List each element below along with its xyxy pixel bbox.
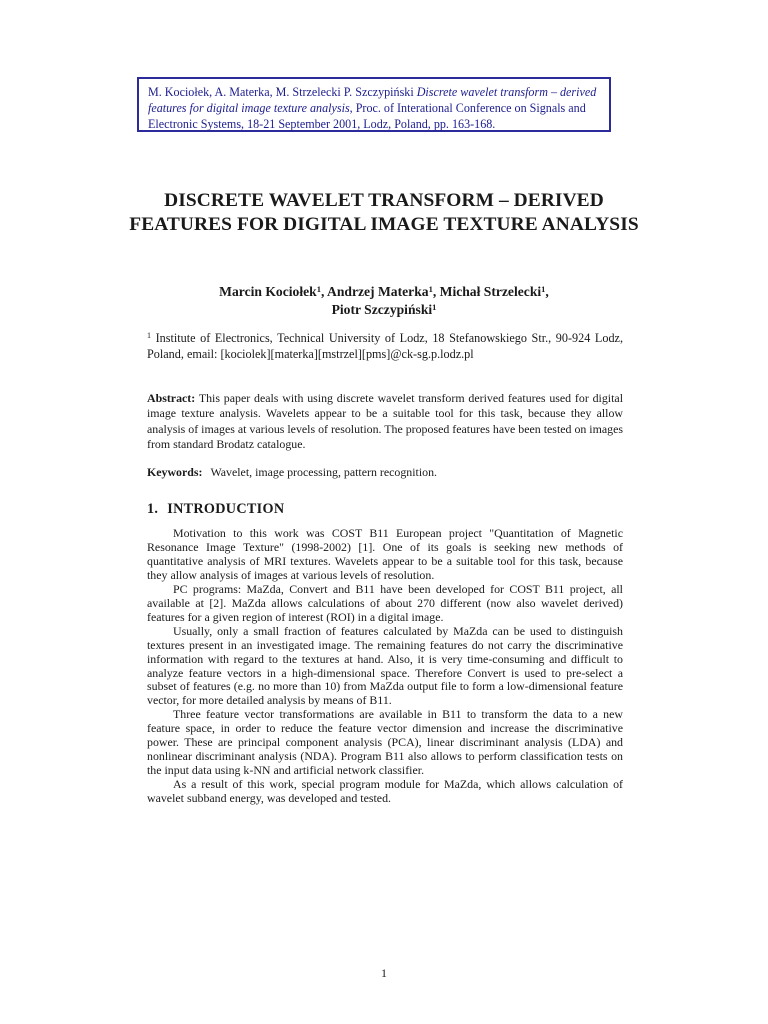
- affiliation-mark: 1: [147, 331, 151, 340]
- section-heading: [147, 501, 284, 518]
- author-separator: ,: [320, 284, 328, 299]
- author-name: Andrzej Materka: [327, 284, 429, 299]
- author-separator: ,: [545, 284, 549, 299]
- abstract: [147, 391, 623, 452]
- author-list: [150, 283, 618, 319]
- keywords-text: Wavelet, image processing, pattern recognition.: [210, 465, 438, 479]
- author-name: Michał Strzelecki: [439, 284, 542, 299]
- author-affiliation-mark: 1: [428, 284, 433, 294]
- abstract-label: Abstract:: [147, 391, 196, 405]
- paragraph: PC programs: MaZda, Convert and B11 have been developed for COST B11 project, all available at [2]. MaZda allows calculations of about 270 different (now also wavelet derived) features for a given region of interest (ROI) in a digital image.: [147, 581, 623, 624]
- section-body: [147, 527, 623, 806]
- author-name: Piotr Szczypiński: [331, 302, 433, 317]
- keywords: [147, 465, 623, 480]
- section-title: INTRODUCTION: [167, 501, 285, 517]
- paragraph: Three feature vector transformations are available in B11 to transform the data to a new feature space, in order to reduce the feature vector dimension and increase the discriminative power. These are principal component analysis (PCA), linear discriminant analysis (LDA) and nonlinear discriminant analysis (NDA). Program B11 also allows to perform classification tests on the input data using k-NN and artificial network classifier.: [147, 707, 623, 778]
- keywords-label: Keywords:: [147, 465, 203, 479]
- affiliation-text: Institute of Electronics, Technical University of Lodz, 18 Stefanowskiego Str., 90-924 Lodz, Poland, email: [kociolek][materka][mstrzel][pms]@ck-sg.p.lodz.pl: [147, 331, 623, 361]
- paragraph: Motivation to this work was COST B11 European project "Quantitation of Magnetic Resonance Image Texture" (1998-2002) [1]. One of its goals is seeking new methods of quantitative analysis of MRI textures. Wavelets appear to be a suitable tool for this task, because they allow analysis of images at various levels of resolution.: [147, 526, 623, 582]
- author-affiliation-mark: 1: [541, 284, 546, 294]
- paper-title: DISCRETE WAVELET TRANSFORM – DERIVED FEATURES FOR DIGITAL IMAGE TEXTURE ANALYSIS: [129, 190, 639, 235]
- author-separator: ,: [432, 284, 440, 299]
- citation-title: Discrete wavelet transform – derived features for digital image texture analysis: [148, 85, 597, 116]
- citation-details: , Proc. of Interational Conference on Signals and Electronic Systems, 18-21 September 2001, Lodz, Poland, pp. 163-168.: [148, 101, 586, 132]
- author-name: Marcin Kociołek: [219, 284, 317, 299]
- section-number: 1.: [147, 501, 159, 517]
- author-affiliation-mark: 1: [432, 302, 437, 312]
- author-affiliation-mark: 1: [316, 284, 321, 294]
- paragraph: As a result of this work, special program module for MaZda, which allows calculation of wavelet subband energy, was developed and tested.: [147, 777, 623, 806]
- page-number: 1: [381, 966, 387, 980]
- citation-box: [137, 77, 611, 132]
- abstract-text: This paper deals with using discrete wavelet transform derived features used for digital image texture analysis. Wavelets appear to be a suitable tool for this task, because they allow analysis of images at various levels of resolution. The proposed features have been tested on images from standard Brodatz catalogue.: [147, 391, 623, 451]
- affiliation: [147, 330, 623, 362]
- paragraph: Usually, only a small fraction of features calculated by MaZda can be used to distinguish textures present in an investigated image. The remaining features do not carry the discriminative information with regard to the textures at hand. Also, it is very time-consuming and difficult to analyze feature vectors in a high-dimensional space. Therefore Convert is used to pre-select a subset of features (e.g. no more than 10) from MaZda output file to form a low-dimensional feature vector, for more detailed analysis by means of B11.: [147, 623, 623, 708]
- citation-authors: M. Kociołek, A. Materka, M. Strzelecki P. Szczypiński: [148, 85, 417, 99]
